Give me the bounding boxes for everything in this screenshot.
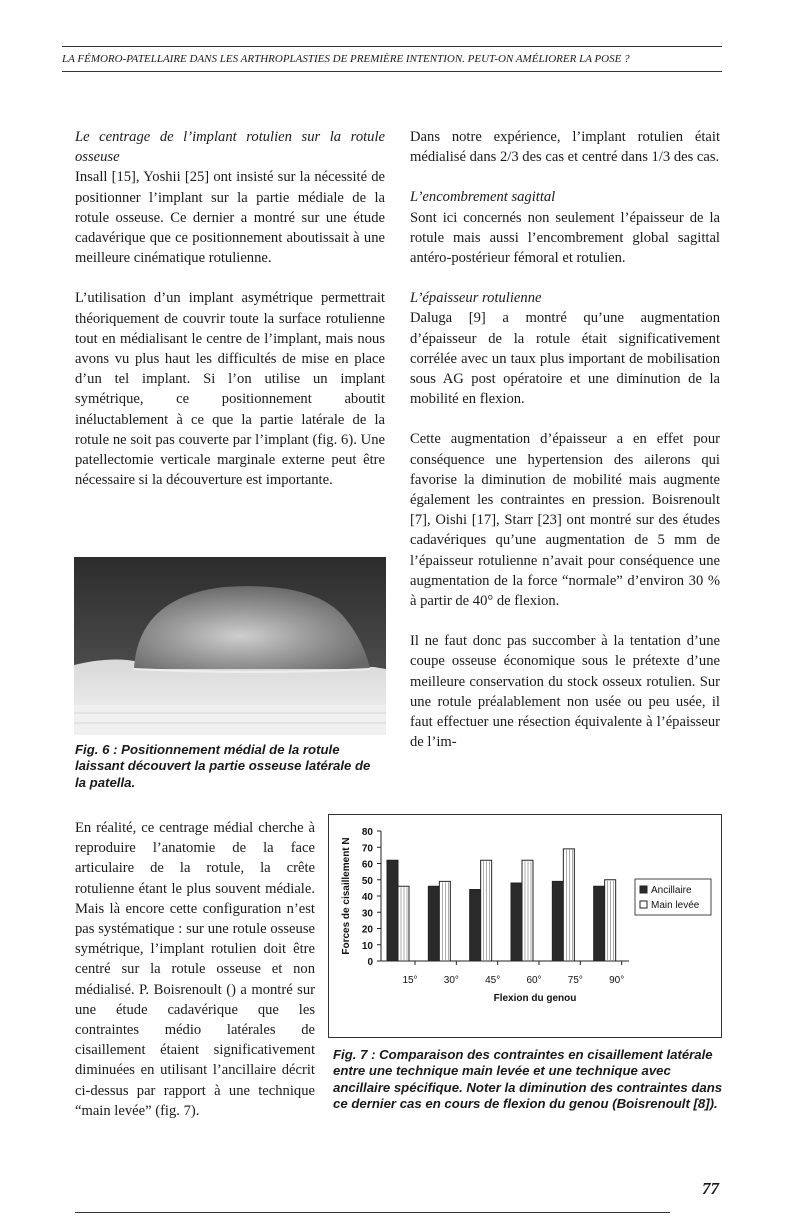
x-tick-label: 30°: [443, 975, 459, 986]
bar-ancillaire: [470, 890, 481, 962]
bar-ancillaire: [594, 886, 605, 961]
y-tick-label: 30: [361, 908, 373, 920]
y-tick-label: 80: [361, 827, 373, 838]
bar-ancillaire: [552, 881, 563, 961]
fig7-caption: Fig. 7 : Comparaison des contraintes en cisaillement latérale entre une technique main levée et une technique avec ancillaire spécifique. Noter la diminution des contraintes dans ce dernier cas en cours de flexion du genou (Boisrenoult [8]).: [333, 1047, 723, 1112]
bar-main-levee: [605, 880, 616, 961]
left-column-top: [75, 127, 385, 490]
footer-rule: [75, 1212, 670, 1213]
bar-ancillaire: [511, 883, 522, 961]
y-tick-label: 70: [361, 843, 373, 855]
legend-swatch: [640, 886, 647, 893]
header-rule-top: [62, 46, 722, 47]
x-tick-label: 45°: [485, 975, 501, 986]
y-tick-label: 20: [361, 924, 373, 936]
fig6-caption: Fig. 6 : Positionnement médial de la rotule laissant découvert la partie osseuse latérale de la patella.: [75, 742, 371, 790]
paragraph: En réalité, ce centrage médial cherche à reproduire l’anatomie de la face articulaire de la rotule, la crête rotulienne étant le plus souvent médiale. Mais là encore cette configuration n’est pas systématique : sur une rotule osseuse symétrique, l’implant rotulien doit être centré sur la rotule osseuse et non médialisé. P. Boisrenoult () a montré sur une étude cadavérique que les contraintes médio latérales de cisaillement étaient significativement diminuées en utilisant l’ancillaire décrit ci-dessus par rapport à une technique “main levée” (fig. 7).: [75, 820, 315, 1119]
y-tick-label: 60: [361, 859, 373, 871]
bar-main-levee: [522, 860, 533, 961]
x-tick-label: 90°: [609, 975, 625, 986]
fig7-chart: [329, 815, 721, 1037]
left-column-bottom: [75, 818, 315, 1121]
page-number: 77: [702, 1179, 719, 1198]
fig7-chart-frame: [328, 814, 722, 1038]
x-tick-label: 15°: [402, 975, 418, 986]
legend-label: Main levée: [651, 900, 700, 911]
header-rule-bottom: [62, 71, 722, 72]
x-axis-label: Flexion du genou: [493, 993, 577, 1004]
bar-main-levee: [398, 886, 409, 961]
bar-main-levee: [481, 860, 492, 961]
section-heading-centrage: Le centrage de l’implant rotulien sur la rotule osseuse: [75, 129, 385, 166]
section-heading-encombrement: L’encombrement sagittal: [410, 189, 556, 206]
section-heading-epaisseur: L’épaisseur rotulienne: [410, 290, 542, 307]
paragraph: Sont ici concernés non seulement l’épaisseur de la rotule mais aussi l’encombrement global sagittal antéro-postérieur fémoral et rotulien.: [410, 209, 720, 267]
paragraph: Insall [15], Yoshii [25] ont insisté sur la nécessité de positionner l’implant sur la partie médiale de la rotule osseuse. Ce dernier a montré sur une étude cadavérique que ce positionnement aboutissait à une meilleure cinématique rotulienne.: [75, 169, 385, 267]
bar-main-levee: [563, 849, 574, 961]
bar-main-levee: [439, 881, 450, 961]
paragraph: Daluga [9] a montré qu’une augmentation d’épaisseur de la rotule était significativement corrélée avec un taux plus important de mobilisation sous AG post opératoire et une diminution de la mobilité en flexion.: [410, 310, 720, 408]
running-head: LA FÉMORO-PATELLAIRE DANS LES ARTHROPLASTIES DE PREMIÈRE INTENTION. PEUT-ON AMÉLIORER LA POSE ?: [62, 53, 630, 65]
paragraph: Dans notre expérience, l’implant rotulien était médialisé dans 2/3 des cas et centré dans 1/3 des cas.: [410, 129, 720, 166]
y-tick-label: 50: [361, 875, 373, 887]
y-tick-label: 40: [361, 892, 373, 903]
x-tick-label: 60°: [526, 975, 542, 986]
y-tick-label: 10: [361, 940, 373, 952]
y-axis-label: Forces de cisaillement N: [341, 837, 352, 955]
patella-photo: [74, 557, 386, 735]
paragraph: Cette augmentation d’épaisseur a en effet pour conséquence une hypertension des ailerons qui favorise la diminution de mobilité mais augmente également les contraintes en pression. Boisrenoult [7], Oishi [17], Starr [23] ont montré sur des études cadavériques qu’une augmentation de 5 mm de l’épaisseur rotulienne n’avait pour conséquence une augmentation de la force “normale” d’environ 30 % à partir de 40° de flexion.: [410, 431, 720, 610]
bar-ancillaire: [428, 886, 439, 961]
fig6-image: [74, 557, 386, 735]
x-tick-label: 75°: [567, 975, 583, 986]
right-column: [410, 127, 720, 752]
bar-ancillaire: [387, 860, 398, 961]
y-tick-label: 0: [367, 957, 373, 968]
legend-swatch: [640, 901, 647, 908]
legend-label: Ancillaire: [651, 885, 692, 896]
paragraph: L’utilisation d’un implant asymétrique permettrait théoriquement de couvrir toute la surface rotulienne tout en médialisant le centre de l’implant, mais nous avons vu plus haut les difficultés de mise en place d’un tel implant. Si l’on utilise un implant symétrique, ce positionnement aboutit inéluctablement à ce que la partie latérale de la rotule ne soit pas couverte par l’implant (fig. 6). Une patellectomie verticale marginale externe peut être nécessaire si la découverture est importante.: [75, 290, 385, 489]
paragraph: Il ne faut donc pas succomber à la tentation d’une coupe osseuse économique sous le prétexte d’une meilleure conservation du stock osseux rotulien. Sur une rotule préalablement non usée ou peu usée, il faut effectuer une résection équivalente à l’épaisseur de l’im-: [410, 633, 720, 751]
